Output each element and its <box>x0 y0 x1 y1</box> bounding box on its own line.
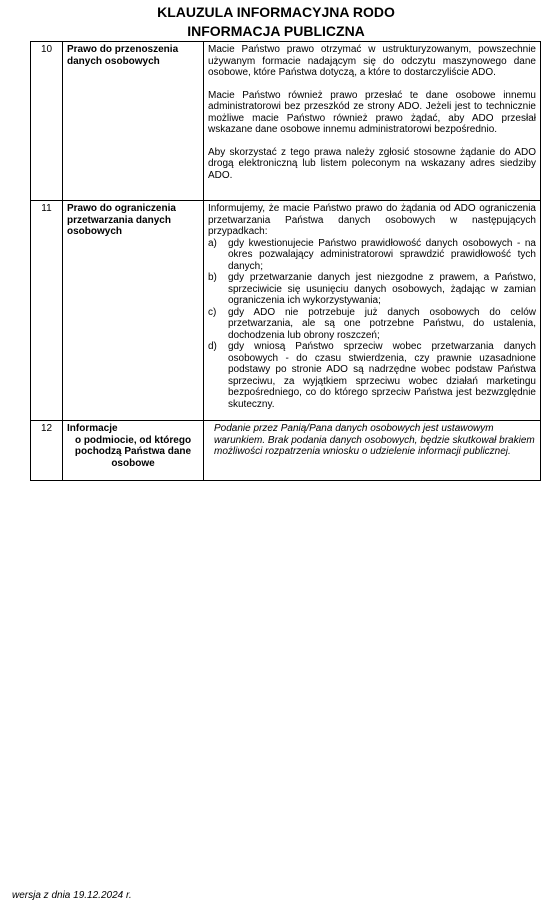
list-item <box>208 272 536 307</box>
document-subtitle: INFORMACJA PUBLICZNA <box>187 23 365 39</box>
row-content: Podanie przez Panią/Pana danych osobowych jest ustawowym warunkiem. Brak podania danych osobowych, będzie skutkował brakiem możliwości rozpatrzenia wniosku o udzielenie informacji publicznej. <box>204 421 541 481</box>
paragraph: Macie Państwo również prawo przesłać te dane osobowe innemu administratorowi bez przeszkód ze strony ADO. Jeżeli jest to technicznie możliwe macie Państwo również prawo żądać, aby ADO przesłał wskazane dane osobowe innemu administratorowi bezpośrednio. <box>208 89 536 135</box>
list-label: d) <box>208 341 217 352</box>
paragraph: Informujemy, że macie Państwo prawo do żądania od ADO ograniczenia przetwarzania Państwa danych osobowych w następujących przypadkach: <box>208 203 536 237</box>
row-title-rest: o podmiocie, od którego pochodzą Państwa dane osobowe <box>74 434 192 469</box>
row-content <box>204 42 541 201</box>
row-title <box>63 421 204 481</box>
document-title: KLAUZULA INFORMACYJNA RODO <box>157 4 395 20</box>
row-number: 11 <box>31 201 63 421</box>
row-title-line1: Informacje <box>67 423 118 434</box>
row-number: 12 <box>31 421 63 481</box>
row-title: Prawo do przenoszenia danych osobowych <box>63 42 204 201</box>
list-item <box>208 238 536 273</box>
list-text: gdy przetwarzanie danych jest niezgodne z prawem, a Państwo, sprzeciwicie się usunięciu danych osobowych, żądając w zamian ograniczenia ich wykorzystywania; <box>228 272 536 306</box>
row-content <box>204 201 541 421</box>
list-text: gdy ADO nie potrzebuje już danych osobowych do celów przetwarzania, ale są one potrzebne Państwu, do ustalenia, dochodzenia lub obrony roszczeń; <box>228 306 536 341</box>
list-item <box>208 307 536 342</box>
row-title: Prawo do ograniczenia przetwarzania danych osobowych <box>63 201 204 421</box>
list-text: gdy kwestionujecie Państwo prawidłowość danych osobowych - na okres pozwalający administratorowi sprawdzić prawidłowość tych danych; <box>228 237 536 272</box>
list-text: gdy wniosą Państwo sprzeciw wobec przetwarzania danych osobowych - do czasu stwierdzenia, czy prawnie uzasadnione podstawy po stronie ADO są nadrzędne wobec podstaw Państwa sprzeciwu, za wyjątkiem sprzeciwu wobec działań marketingu bezpośredniego, co do którego sprzeciw Państwa jest bezwzględnie skuteczny. <box>228 341 536 410</box>
rodo-table <box>30 41 541 481</box>
paragraph: Aby skorzystać z tego prawa należy zgłosić stosowne żądanie do ADO drogą elektroniczną lub listem poleconym na wskazany adres siedziby ADO. <box>208 146 536 181</box>
table-row <box>31 42 541 201</box>
list-item <box>208 341 536 410</box>
table-row <box>31 201 541 421</box>
list-label: c) <box>208 306 217 318</box>
paragraph: Macie Państwo prawo otrzymać w ustrukturyzowanym, powszechnie używanym formacie nadającym się do odczytu maszynowego dane osobowe, które Państwa dotyczą, a które to dostarczyliście ADO. <box>208 44 536 78</box>
version-note: wersja z dnia 19.12.2024 r. <box>12 890 132 901</box>
table-row <box>31 421 541 481</box>
row-number: 10 <box>31 42 63 201</box>
list-label: a) <box>208 237 217 249</box>
list-label: b) <box>208 272 217 283</box>
